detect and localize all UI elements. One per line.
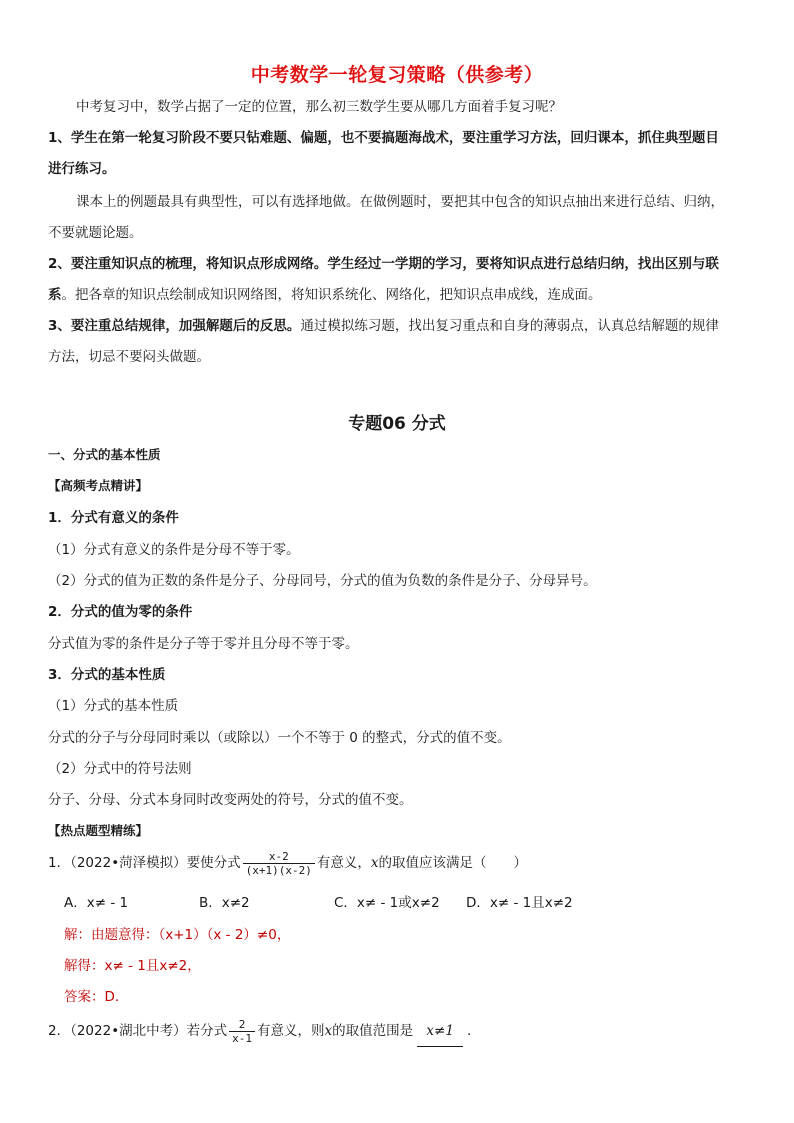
bracket-heading-points: 【高频考点精讲】	[48, 478, 149, 493]
question-1-prefix: 1．（2022•菏泽模拟）要使分式	[48, 855, 241, 871]
strategy-1-line-1: 1、学生在第一轮复习阶段不要只钻难题、偏题，也不要搞题海战术，要注重学习方法，回归课本，抓住典型题目	[48, 130, 719, 146]
option-a: A．x≠ - 1	[64, 895, 129, 911]
intro-paragraph: 中考复习中，数学占据了一定的位置，那么初三数学生要从哪几方面着手复习呢？	[76, 99, 562, 115]
question-2-prefix: 2．（2022•湖北中考）若分式	[48, 1023, 228, 1039]
strategy-2-line-1: 2、要注重知识点的梳理，将知识点形成网络。学生经过一学期的学习，要将知识点进行总结归纳，找出区别与联	[48, 256, 719, 272]
document-title: 中考数学一轮复习策略（供参考）	[250, 64, 544, 86]
fraction-numerator: 2	[238, 1017, 246, 1031]
fraction-denominator: x-1	[229, 1031, 255, 1045]
question-1	[48, 848, 748, 878]
knowledge-1-b: （2）分式的值为正数的条件是分子、分母同号，分式的值为负数的条件是分子、分母异号。	[48, 573, 597, 589]
solution-line-2: 解得：x≠ - 1且x≠2，	[64, 958, 201, 974]
section-heading: 一、分式的基本性质	[48, 447, 161, 462]
knowledge-2-a: 分式值为零的条件是分子等于零并且分母不等于零。	[48, 636, 359, 652]
knowledge-1-title: 1．分式有意义的条件	[48, 510, 179, 526]
topic-title: 专题06 分式	[348, 414, 446, 434]
option-c: C．x≠ - 1或x≠2	[334, 895, 440, 911]
question-1-fraction	[243, 850, 315, 877]
question-2-suffix-a: 有意义，则	[257, 1023, 325, 1039]
knowledge-1-a: （1）分式有意义的条件是分母不等于零。	[48, 542, 300, 558]
strategy-3-text: 通过模拟练习题，找出复习重点和自身的薄弱点，认真总结解题的规律	[300, 318, 719, 334]
fraction-denominator: (x+1)(x-2)	[243, 863, 315, 877]
strategy-3-bold: 3、要注重总结规律，加强解题后的反思。	[48, 318, 301, 334]
strategy-3-line-1	[48, 317, 748, 335]
knowledge-3-title: 3．分式的基本性质	[48, 667, 166, 683]
answer-blank: x≠1	[417, 1016, 463, 1047]
fraction-numerator: x-2	[268, 849, 289, 863]
question-2-suffix-b: 的取值范围是	[332, 1023, 414, 1039]
question-2-variable: x	[324, 1023, 333, 1039]
strategy-2-bold-end: 系	[48, 287, 62, 303]
knowledge-3-c: （2）分式中的符号法则	[48, 761, 192, 777]
strategy-1-detail-2: 不要就题论题。	[48, 225, 143, 241]
bracket-heading-practice: 【热点题型精练】	[48, 823, 149, 838]
question-2-fraction	[229, 1018, 255, 1045]
strategy-2-line-2	[48, 286, 748, 304]
question-1-suffix-b: 的取值应该满足（ ）	[378, 855, 528, 871]
question-1-variable: x	[370, 855, 379, 871]
question-2	[48, 1016, 748, 1047]
option-b: B．x≠2	[199, 895, 250, 911]
knowledge-3-a: （1）分式的基本性质	[48, 698, 179, 714]
solution-line-3: 答案：D．	[64, 989, 129, 1005]
strategy-1-line-2: 进行练习。	[48, 161, 116, 177]
question-2-end: ．	[467, 1023, 481, 1039]
solution-line-1: 解：由题意得：（x+1）（x - 2）≠0，	[64, 927, 291, 943]
question-1-options	[64, 894, 764, 912]
strategy-2-text: 。把各章的知识点绘制成知识网络图，将知识系统化、网络化，把知识点串成线，连成面。	[61, 287, 602, 303]
option-d: D．x≠ - 1且x≠2	[466, 895, 573, 911]
knowledge-2-title: 2．分式的值为零的条件	[48, 604, 193, 620]
strategy-3-line-2: 方法，切忌不要闷头做题。	[48, 349, 210, 365]
question-1-suffix-a: 有意义，	[316, 855, 371, 871]
strategy-1-detail-1: 课本上的例题最具有典型性，可以有选择地做。在做例题时，要把其中包含的知识点抽出来进行总结、归纳，	[76, 194, 724, 210]
knowledge-3-b: 分式的分子与分母同时乘以（或除以）一个不等于 0 的整式，分式的值不变。	[48, 730, 511, 746]
knowledge-3-d: 分子、分母、分式本身同时改变两处的符号，分式的值不变。	[48, 792, 413, 808]
